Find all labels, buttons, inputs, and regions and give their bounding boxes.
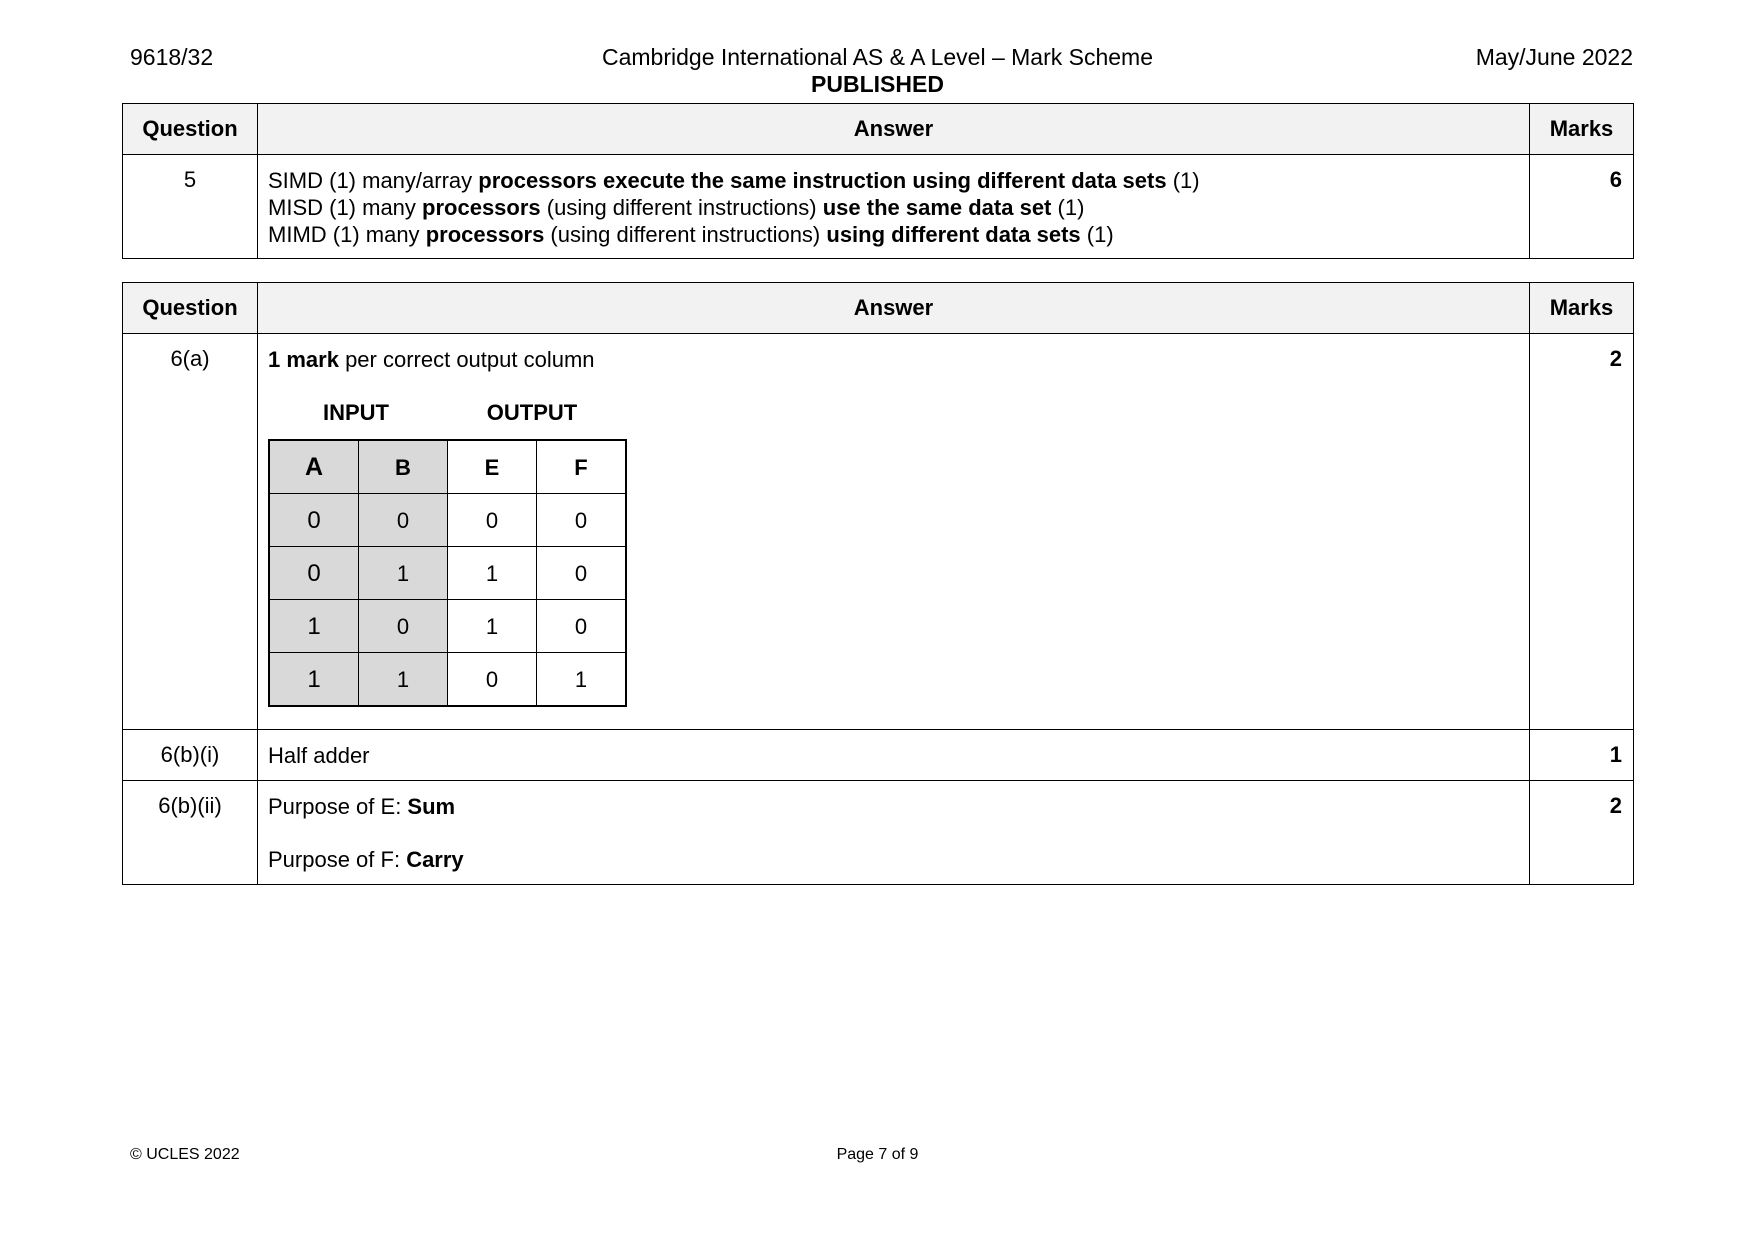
table-header-row [123,283,1634,334]
cell-e: 1 [448,600,537,653]
cell-f: 1 [537,653,627,707]
answer-cell [258,155,1530,259]
truth-table-row [269,600,626,653]
answer-cell: Half adder [258,730,1530,781]
cell-a: 1 [269,653,359,707]
answer-column-header: Answer [258,283,1530,334]
column-b-header: B [359,440,448,494]
truth-table-header-row [269,440,626,494]
column-f-header: F [537,440,627,494]
mark-instruction: 1 mark per correct output column [268,347,595,372]
cell-a: 0 [269,494,359,547]
cell-b: 0 [359,600,448,653]
marks-value: 2 [1530,781,1634,885]
marks-value: 1 [1530,730,1634,781]
truth-table-row [269,494,626,547]
table-row [123,334,1634,730]
column-a-header: A [269,440,359,494]
truth-table-row [269,547,626,600]
published-label: PUBLISHED [811,71,944,97]
answer-line-mimd: MIMD (1) many processors (using different instructions) using different data sets (1) [268,222,1114,247]
cell-f: 0 [537,600,627,653]
purpose-f-line: Purpose of F: Carry [268,847,464,872]
cell-a: 1 [269,600,359,653]
answer-line-simd: SIMD (1) many/array processors execute the same instruction using different data sets (1) [268,168,1200,193]
question-number: 6(b)(i) [123,730,258,781]
paper-code: 9618/32 [130,44,214,70]
question-column-header: Question [123,104,258,155]
table-row [123,730,1634,781]
copyright-notice: © UCLES 2022 [130,1146,240,1163]
marks-value: 2 [1530,334,1634,730]
exam-session: May/June 2022 [1475,44,1633,70]
mark-scheme-table-q6 [122,282,1634,885]
cell-b: 1 [359,653,448,707]
question-column-header: Question [123,283,258,334]
cell-b: 0 [359,494,448,547]
output-label: OUTPUT [486,400,578,425]
cell-b: 1 [359,547,448,600]
cell-e: 1 [448,547,537,600]
table-row [123,155,1634,259]
question-number: 6(a) [123,334,258,730]
document-title: Cambridge International AS & A Level – Mark Scheme [601,44,1154,70]
column-e-header: E [448,440,537,494]
table-row [123,781,1634,885]
answer-column-header: Answer [258,104,1530,155]
input-label: INPUT [323,400,389,425]
cell-e: 0 [448,653,537,707]
answer-cell [258,781,1530,885]
answer-cell [258,334,1530,730]
table-header-row [123,104,1634,155]
purpose-e-line: Purpose of E: Sum [268,794,456,819]
cell-f: 0 [537,494,627,547]
cell-f: 0 [537,547,627,600]
marks-value: 6 [1530,155,1634,259]
marks-column-header: Marks [1530,104,1634,155]
question-number: 5 [123,155,258,259]
cell-e: 0 [448,494,537,547]
mark-scheme-table-q5 [122,103,1634,259]
marks-column-header: Marks [1530,283,1634,334]
question-number: 6(b)(ii) [123,781,258,885]
truth-table [268,439,627,707]
truth-table-row [269,653,626,707]
truth-table-group-headers [268,399,1519,439]
answer-line-misd: MISD (1) many processors (using different instructions) use the same data set (1) [268,195,1085,220]
truth-table-block [268,399,1519,707]
page-number: Page 7 of 9 [836,1146,919,1163]
cell-a: 0 [269,547,359,600]
